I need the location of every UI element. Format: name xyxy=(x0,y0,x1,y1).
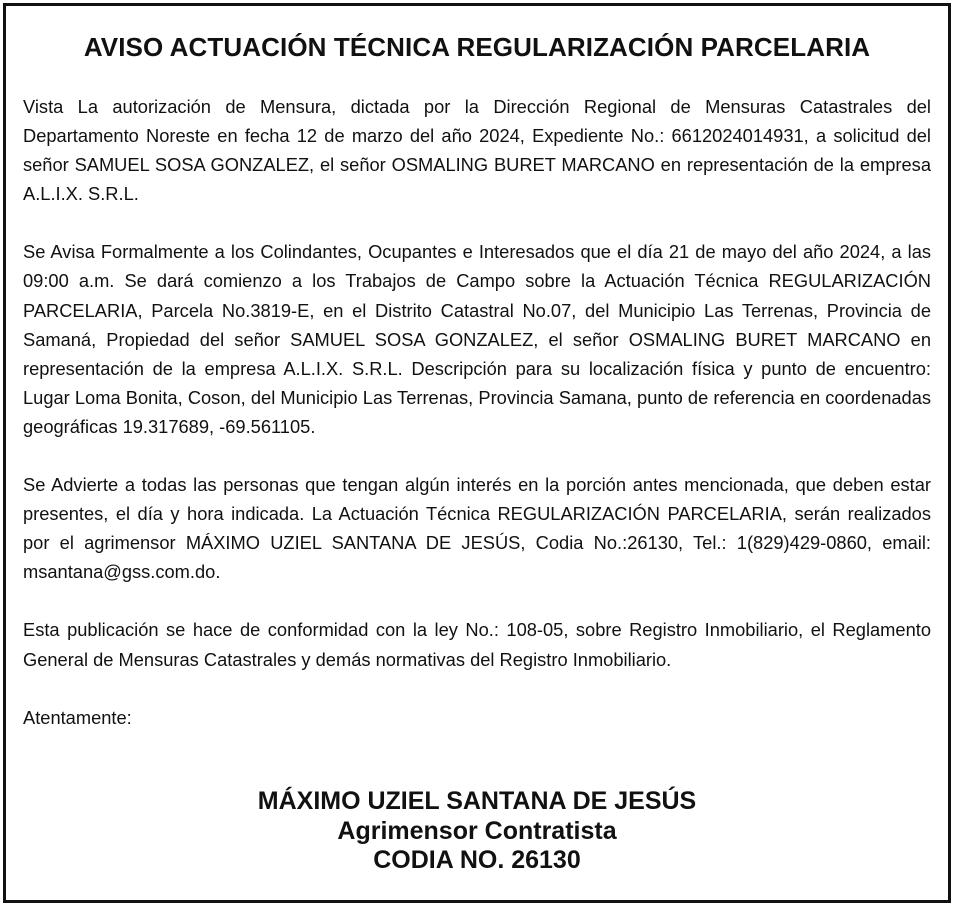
legal-notice xyxy=(3,3,951,903)
signature-codia: CODIA NO. 26130 xyxy=(373,846,581,874)
paragraph-warning: Se Advierte a todas las personas que tengan algún interés en la porción antes mencionada, que deben estar presentes, el día y hora indicada. La Actuación Técnica REGULARIZACIÓN PARCELARIA, serán realizados por el agrimensor MÁXIMO UZIEL SANTANA DE JESÚS, Codia No.:26130, Tel.: 1(829)429-0860, email: msantana@gss.com.do. xyxy=(23,474,931,583)
closing-salutation: Atentamente: xyxy=(23,706,132,728)
notice-body xyxy=(23,92,931,732)
paragraph-notice: Se Avisa Formalmente a los Colindantes, Ocupantes e Interesados que el día 21 de mayo del año 2024, a las 09:00 a.m. Se dará comienzo a los Trabajos de Campo sobre la Actuación Técnica REGULARIZACIÓN PARCELARIA, Parcela No.3819-E, en el Distrito Catastral No.07, del Municipio Las Terrenas, Provincia de Samaná, Propiedad del señor SAMUEL SOSA GONZALEZ, el señor OSMALING BURET MARCANO en representación de la empresa A.L.I.X. S.R.L. Descripción para su localización física y punto de encuentro: Lugar Loma Bonita, Coson, del Municipio Las Terrenas, Provincia Samana, punto de referencia en coordenadas geográficas 19.317689, -69.561105. xyxy=(23,241,931,437)
signature-block xyxy=(6,787,948,876)
signature-role: Agrimensor Contratista xyxy=(337,816,617,845)
paragraph-authorization: Vista La autorización de Mensura, dictada por la Dirección Regional de Mensuras Catastrales del Departamento Noreste en fecha 12 de marzo del año 2024, Expediente No.: 6612024014931, a solicitud del señor SAMUEL SOSA GONZALEZ, el señor OSMALING BURET MARCANO en representación de la empresa A.L.I.X. S.R.L. xyxy=(23,96,931,205)
notice-title: AVISO ACTUACIÓN TÉCNICA REGULARIZACIÓN PARCELARIA xyxy=(83,32,871,62)
signature-name: MÁXIMO UZIEL SANTANA DE JESÚS xyxy=(257,787,697,815)
paragraph-legal-basis: Esta publicación se hace de conformidad con la ley No.: 108-05, sobre Registro Inmobiliario, el Reglamento General de Mensuras Catastrales y demás normativas del Registro Inmobiliario. xyxy=(23,619,931,670)
